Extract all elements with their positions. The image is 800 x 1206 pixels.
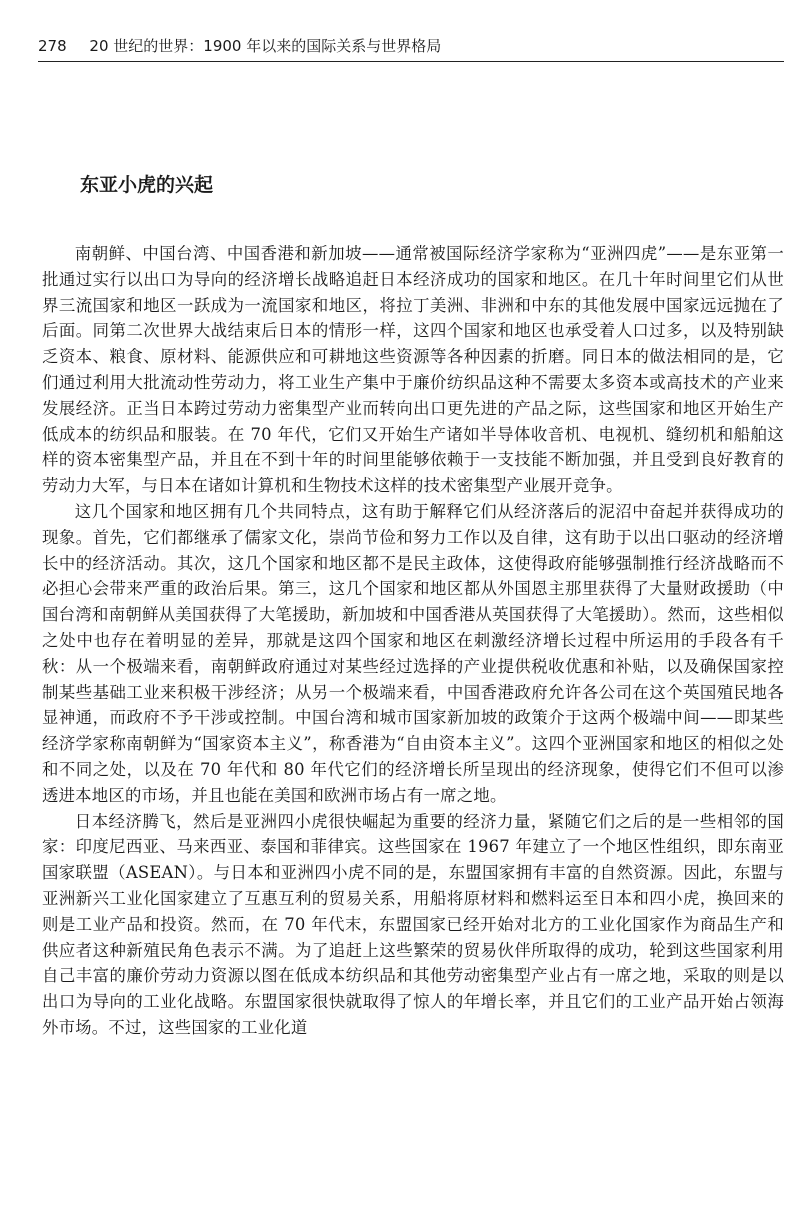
- book-title: 20 世纪的世界：1900 年以来的国际关系与世界格局: [89, 37, 442, 55]
- body-text: [42, 241, 784, 1041]
- page-number: 278: [38, 37, 67, 55]
- section-title: 东亚小虎的兴起: [80, 174, 214, 196]
- header-divider: [38, 61, 784, 62]
- paragraph: 日本经济腾飞，然后是亚洲四小虎很快崛起为重要的经济力量，紧随它们之后的是一些相邻的国家：印度尼西亚、马来西亚、泰国和菲律宾。这些国家在 1967 年建立了一个地区性组织，即东南亚国家联盟（ASEAN）。与日本和亚洲四小虎不同的是，东盟国家拥有丰富的自然资源。因此，东盟与亚洲新兴工业化国家建立了互惠互利的贸易关系，用船将原材料和燃料运至日本和四小虎，换回来的则是工业产品和投资。然而，在 70 年代末，东盟国家已经开始对北方的工业化国家作为商品生产和供应者这种新殖民角色表示不满。为了追赶上这些繁荣的贸易伙伴所取得的成功，轮到这些国家利用自己丰富的廉价劳动力资源以图在低成本纺织品和其他劳动密集型产业占有一席之地，采取的则是以出口为导向的工业化战略。东盟国家很快就取得了惊人的年增长率，并且它们的工业产品开始占领海外市场。不过，这些国家的工业化道: [42, 811, 784, 1037]
- running-header: [38, 36, 780, 58]
- paragraph: 南朝鲜、中国台湾、中国香港和新加坡——通常被国际经济学家称为“亚洲四虎”——是东亚第一批通过实行以出口为导向的经济增长战略追赶日本经济成功的国家和地区。在几十年时间里它们从世界三流国家和地区一跃成为一流国家和地区，将拉丁美洲、非洲和中东的其他发展中国家远远抛在了后面。同第二次世界大战结束后日本的情形一样，这四个国家和地区也承受着人口过多，以及特别缺乏资本、粮食、原材料、能源供应和可耕地这些资源等各种因素的折磨。同日本的做法相同的是，它们通过利用大批流动性劳动力，将工业生产集中于廉价纺织品这种不需要太多资本或高技术的产业来发展经济。正当日本跨过劳动力密集型产业而转向出口更先进的产品之际，这些国家和地区开始生产低成本的纺织品和服装。在 70 年代，它们又开始生产诸如半导体收音机、电视机、缝纫机和船舶这样的资本密集型产品，并且在不到十年的时间里能够依赖于一支技能不断加强，并且受到良好教育的劳动力大军，与日本在诸如计算机和生物技术这样的技术密集型产业展开竞争。: [42, 244, 784, 496]
- paragraph: 这几个国家和地区拥有几个共同特点，这有助于解释它们从经济落后的泥沼中奋起并获得成功的现象。首先，它们都继承了儒家文化，崇尚节俭和努力工作以及自律，这有助于以出口驱动的经济增长中的经济活动。其次，这几个国家和地区都不是民主政体，这使得政府能够强制推行经济战略而不必担心会带来严重的政治后果。第三，这几个国家和地区都从外国恩主那里获得了大量财政援助（中国台湾和南朝鲜从美国获得了大笔援助，新加坡和中国香港从英国获得了大笔援助）。然而，这些相似之处中也存在着明显的差异，那就是这四个国家和地区在刺激经济增长过程中所运用的手段各有千秋：从一个极端来看，南朝鲜政府通过对某些经过选择的产业提供税收优惠和补贴，以及确保国家控制某些基础工业来积极干涉经济；从另一个极端来看，中国香港政府允许各公司在这个英国殖民地各显神通，而政府不予干涉或控制。中国台湾和城市国家新加坡的政策介于这两个极端中间——即某些经济学家称南朝鲜为“国家资本主义”，称香港为“自由资本主义”。这四个亚洲国家和地区的相似之处和不同之处，以及在 70 年代和 80 年代它们的经济增长所呈现出的经济现象，使得它们不但可以渗透进本地区的市场，并且也能在美国和欧洲市场占有一席之地。: [42, 501, 784, 805]
